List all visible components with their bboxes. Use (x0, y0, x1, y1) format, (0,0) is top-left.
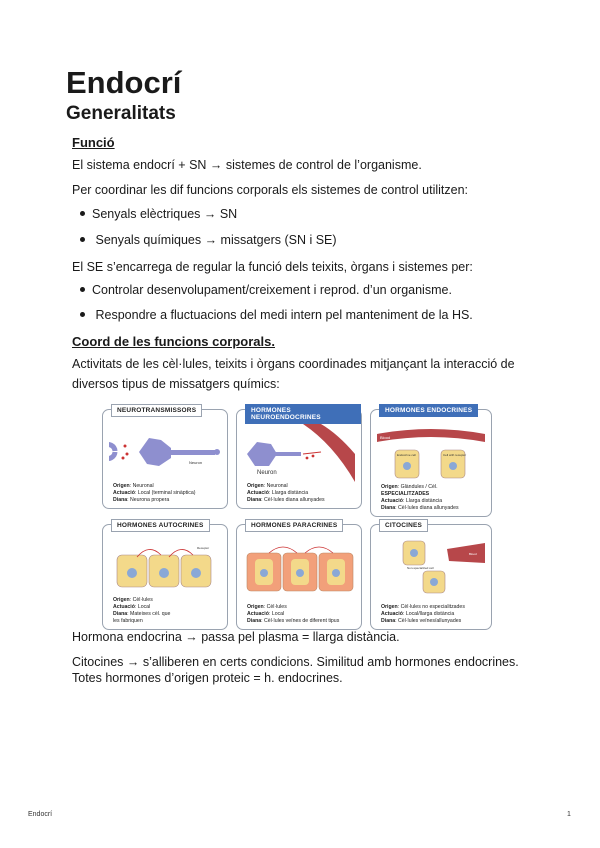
blood-label: Blood (469, 552, 477, 556)
caption-value: Local (271, 611, 285, 617)
page-subtitle: Generalitats (66, 103, 176, 124)
endocrine-illustration (377, 424, 485, 482)
panel-caption: Origen: Neuronal Actuació: Llarga distància Diana: Cèl·lules diana allunyades (247, 483, 325, 503)
panel-caption: Origen: Glàndules / Cèl. ESPECIALITZADES Actuació: Llarga distància Diana: Cèl·lules diana allunyades (381, 484, 459, 511)
blood-label: Blood (380, 435, 391, 440)
caption-value: Cèl·lules veïnes de diferent tipus (264, 618, 340, 624)
caption-value: Llarga distància (271, 490, 309, 496)
caption-key: Diana (381, 505, 396, 511)
bullet-icon (80, 237, 85, 242)
paragraph: Per coordinar les dif funcions corporals els sistemes de control utilitzen: (72, 183, 469, 197)
autocrine-illustration (109, 539, 221, 597)
footer-document-title: Endocrí (28, 811, 53, 818)
paragraph: Hormona endocrina → passa pel plasma = llarga distància. (72, 630, 400, 644)
list-item-text: Senyals elèctriques → SN (92, 207, 238, 221)
panel-neuroendocrines (236, 409, 362, 509)
bullet-icon (80, 312, 85, 317)
paragraph: El sistema endocrí + SN → sistemes de control de l’organisme. (72, 158, 422, 172)
caption-key: Actuació (247, 490, 269, 496)
section-heading-coord: Coord de les funcions corporals. (72, 334, 275, 349)
caption-value: Llarga distància (405, 498, 443, 504)
cytokine-illustration (377, 539, 485, 597)
caption-value: Mateixes cèl. que les fabriquen (113, 611, 171, 624)
panel-title: HORMONES AUTOCRINES (111, 519, 210, 532)
panel-title: HORMONES NEUROENDOCRINES (245, 404, 361, 424)
caption-key: Origen (381, 604, 398, 610)
caption-value: Cèl·lules no especialitzades (400, 604, 465, 610)
caption-key: Origen (113, 597, 130, 603)
section-heading-funcio: Funció (72, 135, 115, 150)
bullet-icon (80, 287, 85, 292)
neuroendocrine-illustration (243, 424, 355, 482)
caption-key: Actuació (113, 604, 135, 610)
caption-value: Neurona propera (130, 497, 170, 503)
panel-title: CITOCINES (379, 519, 428, 532)
list-item (80, 207, 237, 221)
endocrine-cell-label: Endocrine cell (397, 453, 416, 457)
panel-title: NEUROTRANSMISSORS (111, 404, 202, 417)
caption-value: Neuronal (132, 483, 154, 489)
page-title: Endocrí (66, 65, 182, 100)
caption-key: Origen (247, 604, 264, 610)
caption-key: Origen (113, 483, 130, 489)
panel-caption: Origen: Neuronal Actuació: Local (terminal sinàptica) Diana: Neurona propera (113, 483, 196, 503)
caption-key: Actuació (247, 611, 269, 617)
caption-value: Neuronal (266, 483, 288, 489)
hormone-types-figure (100, 404, 492, 629)
caption-key: Diana (247, 618, 262, 624)
list-item (80, 233, 337, 247)
paragraph: Citocines → s’alliberen en certs condicions. Similitud amb hormones endocrines. (72, 655, 519, 669)
panel-autocrines (102, 524, 228, 630)
caption-value: Cèl·lules diana allunyades (398, 505, 459, 511)
caption-key: Diana (113, 611, 128, 617)
neuron-illustration (109, 424, 221, 482)
panel-caption: Origen: Cèl·lules no especialitzades Actuació: Local/llarga distància Diana: Cèl·lules veïnes/allunyades (381, 604, 465, 624)
list-item (80, 283, 452, 297)
caption-value: Glàndules / Cèl. (400, 484, 438, 490)
caption-key: Actuació (113, 490, 135, 496)
neuron-label: Neuron (257, 470, 277, 476)
caption-value: Cèl·lules (132, 597, 153, 603)
caption-key: Diana (247, 497, 262, 503)
paragraph: El SE s’encarrega de regular la funció dels teixits, òrgans i sistemes per: (72, 260, 473, 274)
panel-caption: Origen: Cèl·lules Actuació: Local Diana: Mateixes cèl. que les fabriquen (113, 597, 171, 624)
caption-value: Cèl·lules diana allunyades (264, 497, 325, 503)
caption-key: Diana (113, 497, 128, 503)
receptor-label: Receptor (197, 546, 210, 550)
caption-key: ESPECIALITZADES (381, 491, 430, 497)
panel-neurotransmissors (102, 409, 228, 509)
caption-value: Cèl·lules (266, 604, 287, 610)
caption-key: Actuació (381, 611, 403, 617)
caption-value: Cèl·lules veïnes/allunyades (398, 618, 462, 624)
panel-title: HORMONES ENDOCRINES (379, 404, 478, 417)
caption-value: Local/llarga distància (405, 611, 455, 617)
caption-value: Local (137, 604, 151, 610)
paragraph: Totes hormones d’origen proteic = h. endocrines. (72, 671, 343, 685)
page-number: 1 (567, 811, 571, 818)
target-cell-label: Cell with receptor (443, 453, 467, 457)
neuron-label: Neuron (189, 460, 203, 465)
list-item-text: Respondre a fluctuacions del medi intern pel manteniment de la HS. (95, 308, 473, 322)
cell-label: Non-specialized cell (407, 566, 434, 570)
caption-value: Local (terminal sinàptica) (137, 490, 196, 496)
paracrine-illustration (243, 539, 355, 597)
list-item (80, 308, 473, 322)
paragraph: Activitats de les cèl·lules, teixits i òrgans coordinades mitjançant la interacció de diversos tipus de missatgers químics: (72, 357, 515, 391)
caption-key: Origen (247, 483, 264, 489)
caption-key: Actuació (381, 498, 403, 504)
list-item-text: Controlar desenvolupament/creixement i reprod. d’un organisme. (92, 283, 452, 297)
panel-caption: Origen: Cèl·lules Actuació: Local Diana: Cèl·lules veïnes de diferent tipus (247, 604, 340, 624)
bullet-icon (80, 211, 85, 216)
list-item-text: Senyals químiques → missatgers (SN i SE) (95, 233, 337, 247)
panel-endocrines (370, 409, 492, 517)
panel-paracrines (236, 524, 362, 630)
panel-citocines (370, 524, 492, 630)
panel-title: HORMONES PARACRINES (245, 519, 343, 532)
caption-key: Origen (381, 484, 398, 490)
caption-key: Diana (381, 618, 396, 624)
